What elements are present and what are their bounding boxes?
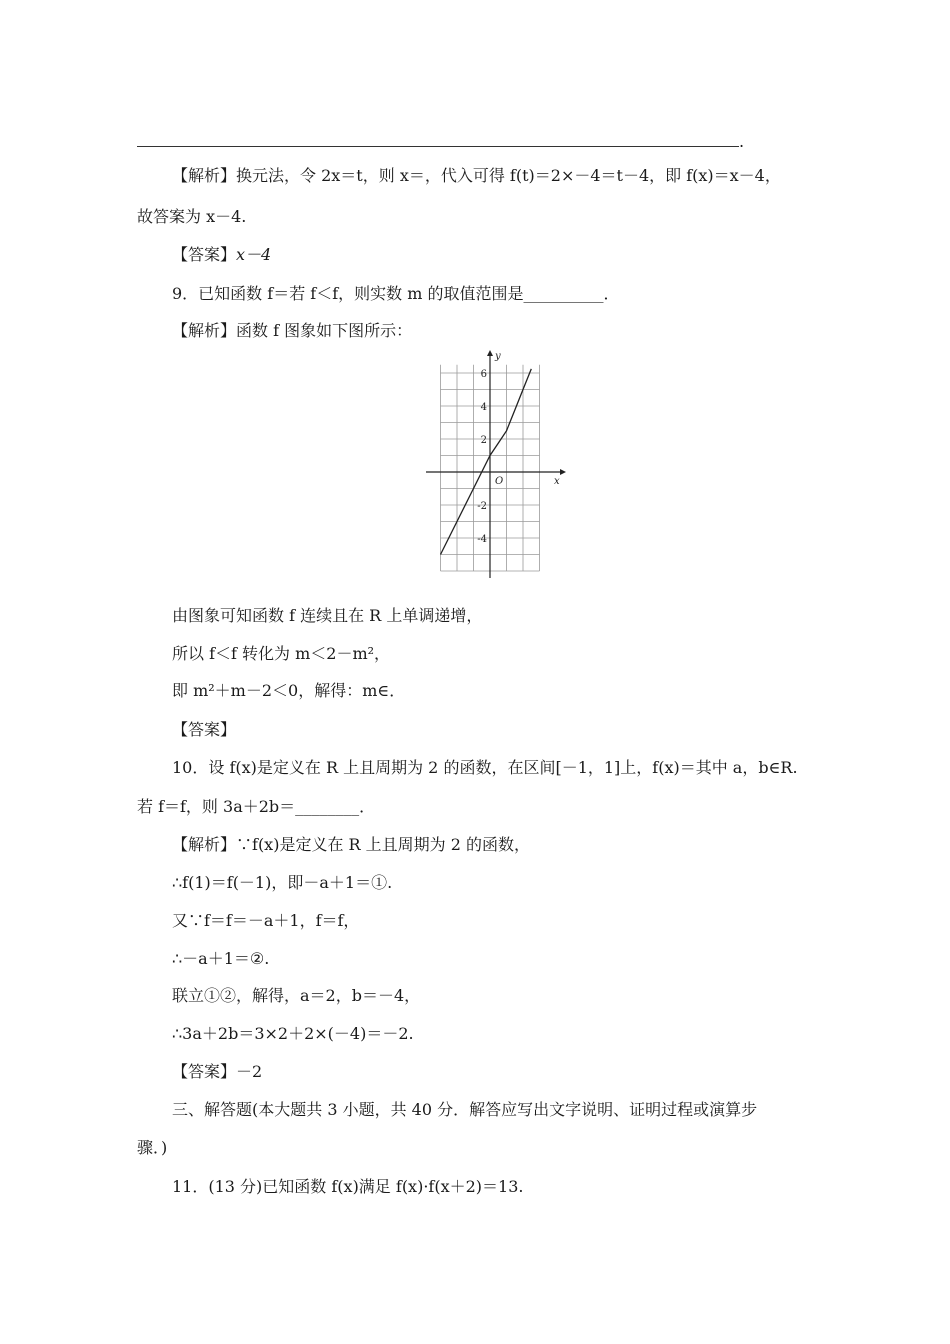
section3-heading-line2: 骤．) — [137, 1138, 168, 1157]
solution-text: ∵f(x)是定义在 R 上且周期为 2 的函数， — [236, 835, 531, 854]
solution-text: 函数 f 图象如下图所示： — [236, 321, 413, 340]
q9-step1: 由图象可知函数 f 连续且在 R 上单调递增， — [172, 606, 483, 625]
y-axis-arrow — [487, 350, 493, 356]
q9-step3: 即 m²＋m－2＜0，解得：m∈． — [172, 681, 406, 700]
q10-solution-line1 — [172, 835, 530, 855]
x-axis-arrow — [560, 469, 566, 475]
q8-answer — [172, 245, 271, 265]
q8-solution-line2: 故答案为 x－4. — [137, 207, 247, 226]
solution-label: 【解析】 — [172, 835, 237, 854]
q10-solution-line3: 又∵f＝f＝－a＋1，f＝f， — [172, 911, 360, 930]
y-tick-label: 4 — [480, 402, 487, 413]
answer-value: －2 — [236, 1062, 263, 1081]
end-period: . — [739, 132, 745, 151]
x-axis-label: x — [554, 476, 560, 487]
q9-answer-label: 【答案】 — [172, 720, 237, 739]
answer-label: 【答案】 — [172, 245, 237, 264]
series — [441, 369, 532, 555]
axes — [426, 350, 566, 578]
q10-answer — [172, 1062, 262, 1082]
q11-question: 11．(13 分)已知函数 f(x)满足 f(x)·f(x＋2)＝13. — [172, 1177, 524, 1196]
q10-question-line1: 10．设 f(x)是定义在 R 上且周期为 2 的函数，在区间[－1，1]上，f(x)＝其中 a，b∈R. — [172, 758, 798, 777]
answer-label: 【答案】 — [172, 1062, 237, 1081]
y-tick-label: -4 — [477, 534, 487, 545]
solution-label: 【解析】 — [172, 321, 237, 340]
q9-step2: 所以 f＜f 转化为 m＜2－m²， — [172, 644, 391, 663]
y-tick-label: 6 — [480, 369, 487, 380]
series-line — [441, 369, 532, 555]
solution-label: 【解析】 — [172, 166, 237, 185]
solution-text: 换元法，令 2x＝t，则 x＝，代入可得 f(t)＝2×－4＝t－4，即 f(x)＝x－4， — [236, 166, 781, 185]
function-graph — [420, 348, 570, 580]
q9-question: 9．已知函数 f＝若 f＜f，则实数 m 的取值范围是__________． — [172, 284, 620, 303]
y-axis-label: y — [495, 351, 501, 362]
q10-solution-line4: ∴－a＋1＝②. — [172, 949, 270, 968]
q10-question-line2: 若 f＝f，则 3a＋2b＝________． — [137, 797, 376, 816]
y-tick-label: 2 — [480, 435, 487, 446]
origin-label: O — [495, 476, 504, 487]
answer-blank-line — [137, 146, 739, 147]
q8-solution-line1 — [172, 166, 781, 186]
y-tick-label: -2 — [477, 501, 487, 512]
q10-solution-line5: 联立①②，解得，a＝2，b＝－4， — [172, 986, 421, 1005]
answer-value: x－4 — [236, 245, 272, 264]
q10-solution-line2: ∴f(1)＝f(－1)，即－a＋1＝①. — [172, 873, 393, 892]
q10-solution-line6: ∴3a＋2b＝3×2＋2×(－4)＝－2. — [172, 1024, 414, 1043]
section3-heading-line1: 三、解答题(本大题共 3 小题，共 40 分．解答应写出文字说明、证明过程或演算步 — [172, 1100, 758, 1119]
q9-solution-intro — [172, 321, 412, 341]
